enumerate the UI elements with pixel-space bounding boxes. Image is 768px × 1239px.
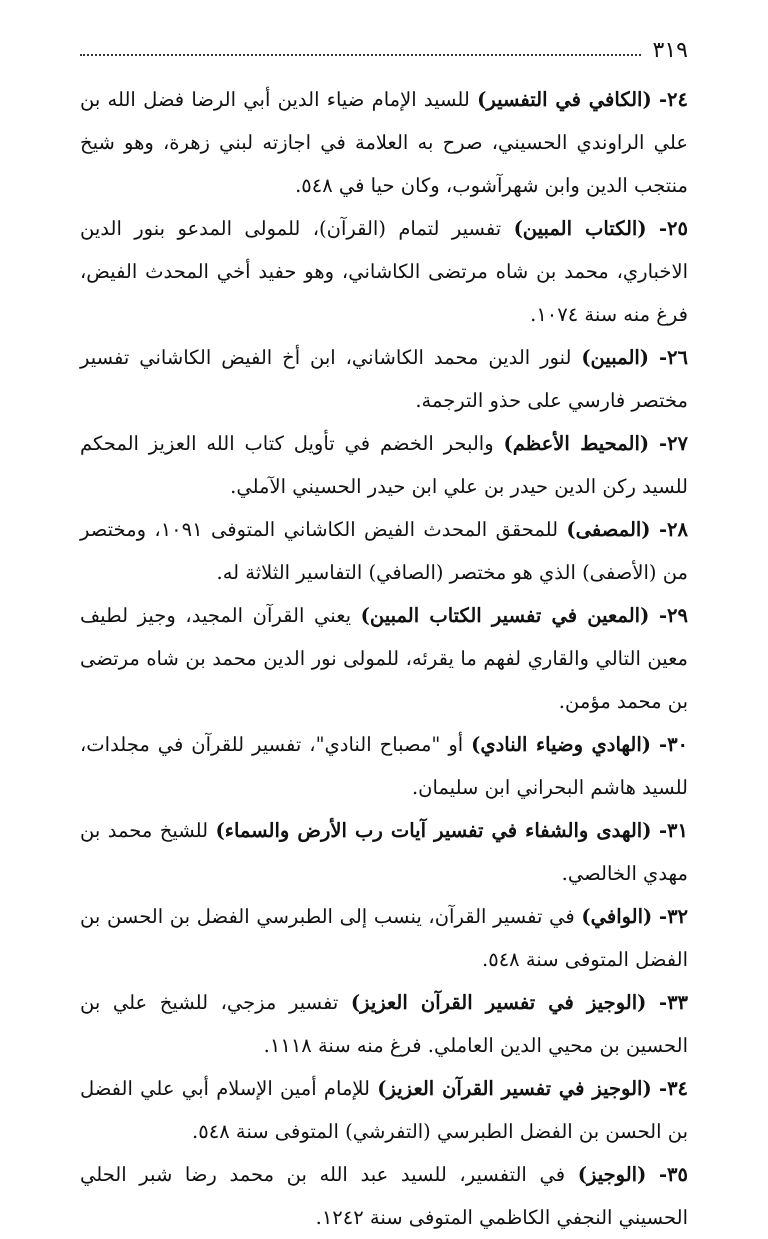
page-number: ٣١٩ (652, 38, 688, 63)
entry-number: ٣٣- (658, 991, 689, 1014)
entry-title: (المحيط الأعظم) (503, 432, 650, 455)
entry-text: تفسير لتمام (القرآن)، للمولى المدعو بنور الدين الاخباري، محمد بن شاه مرتضى الكاشاني، وهو حفيد أخي المحدث الفيض، فرغ منه سنة ١٠٧٤. (80, 217, 688, 326)
entry-number: ٢٧- (658, 432, 688, 455)
entry-text: أو "مصباح النادي"، تفسير للقرآن في مجلدات، للسيد هاشم البحراني ابن سليمان. (80, 733, 688, 799)
entry-text: للمحقق المحدث الفيض الكاشاني المتوفى ١٠٩١، ومختصر من (الأصفى) الذي هو مختصر (الصافي) التفاسير الثلاثة له. (80, 518, 688, 584)
entry-number: ٢٩- (658, 604, 688, 627)
dotted-leader (80, 54, 641, 56)
entry-title: (الوجيز في تفسير القرآن العزيز) (377, 1077, 652, 1100)
entry-number: ٢٦- (658, 346, 688, 369)
list-item (80, 723, 688, 809)
entry-text: في التفسير، للسيد عبد الله بن محمد رضا شبر الحلي الحسيني النجفي الكاظمي المتوفى سنة ١٢٤٢. (80, 1163, 688, 1229)
entry-text: يعني القرآن المجيد، وجيز لطيف معين التالي والقاري لفهم ما يقرئه، للمولى نور الدين محمد بن شاه مرتضى بن محمد مؤمن. (80, 604, 688, 713)
list-item (80, 78, 688, 207)
entry-title: (الهدى والشفاء في تفسير آيات رب الأرض والسماء) (215, 819, 652, 842)
page-header (80, 22, 688, 62)
entry-title: (المعين في تفسير الكتاب المبين) (360, 604, 650, 627)
entry-text: والبحر الخضم في تأويل كتاب الله العزيز المحكم للسيد ركن الدين حيدر بن علي ابن حيدر الحسيني الآملي. (80, 432, 688, 498)
list-item (80, 594, 688, 723)
entry-text: لنور الدين محمد الكاشاني، ابن أخ الفيض الكاشاني تفسير مختصر فارسي على حذو الترجمة. (80, 346, 688, 412)
list-item (80, 895, 688, 981)
entry-number: ٢٨- (658, 518, 688, 541)
list-item (80, 1153, 688, 1239)
entry-title: (الكافي في التفسير) (477, 88, 652, 111)
entry-text: في تفسير القرآن، ينسب إلى الطبرسي الفضل بن الحسن بن الفضل المتوفى سنة ٥٤٨. (80, 905, 688, 971)
entries-list (80, 78, 688, 1239)
entry-number: ٢٤- (658, 88, 688, 111)
entry-title: (المصفى) (566, 518, 651, 541)
entry-number: ٢٥- (658, 217, 688, 240)
entry-text: للشيخ محمد بن مهدي الخالصي. (80, 819, 688, 885)
list-item (80, 809, 688, 895)
entry-title: (الوجيز) (577, 1163, 647, 1186)
list-item (80, 336, 688, 422)
entry-title: (الكتاب المبين) (513, 217, 647, 240)
entry-title: (الوجيز في تفسير القرآن العزيز) (350, 991, 647, 1014)
list-item (80, 981, 688, 1067)
list-item (80, 422, 688, 508)
entry-number: ٣١- (658, 819, 688, 842)
entry-number: ٣٢- (658, 905, 689, 928)
entry-text: تفسير مزجي، للشيخ علي بن الحسين بن محيي الدين العاملي. فرغ منه سنة ١١١٨. (80, 991, 688, 1057)
entry-title: (الوافي) (581, 905, 653, 928)
entry-text: للسيد الإمام ضياء الدين أبي الرضا فضل الله بن علي الراوندي الحسيني، صرح به العلامة في اجازته لبني زهرة، وهو شيخ منتجب الدين وابن شهرآشوب، وكان حيا في ٥٤٨. (80, 88, 688, 197)
entry-title: (الهادي وضياء النادي) (471, 733, 651, 756)
entry-text: للإمام أمين الإسلام أبي علي الفضل بن الحسن بن الفضل الطبرسي (التفرشي) المتوفى سنة ٥٤٨. (80, 1077, 688, 1143)
entry-number: ٣٤- (658, 1077, 689, 1100)
entry-number: ٣٠- (658, 733, 689, 756)
list-item (80, 508, 688, 594)
list-item (80, 1067, 688, 1153)
entry-number: ٣٥- (658, 1163, 688, 1186)
entry-title: (المبين) (581, 346, 650, 369)
list-item (80, 207, 688, 336)
